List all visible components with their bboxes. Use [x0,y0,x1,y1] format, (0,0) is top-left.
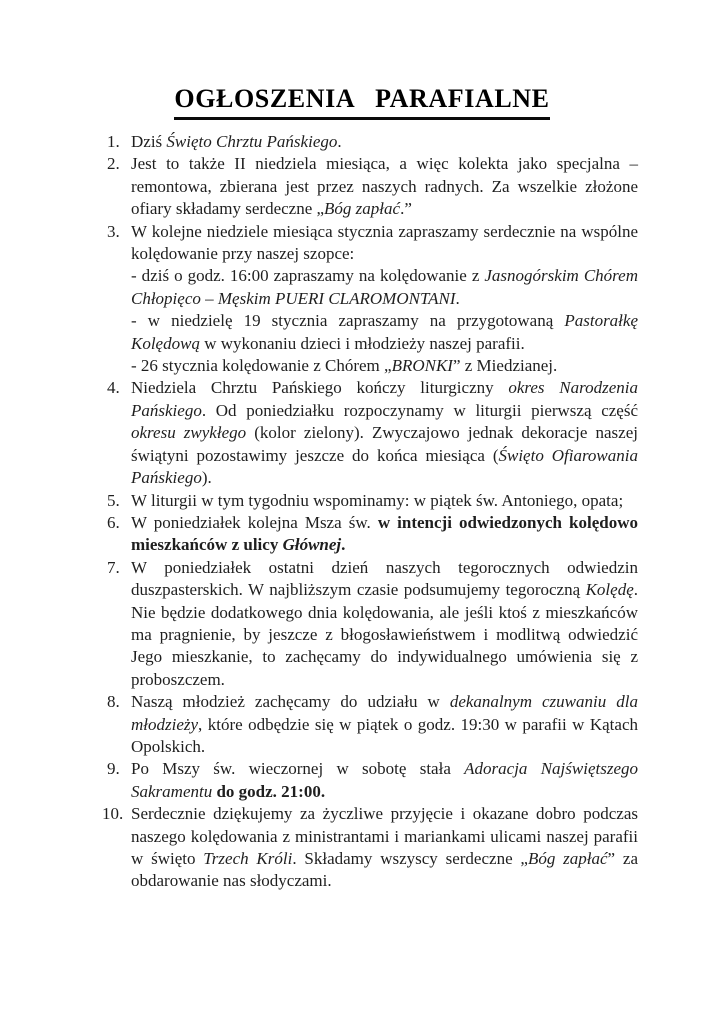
text-run: W kolejne niedziele miesiąca stycznia zapraszamy serdecznie na wspólne kolędowanie przy naszej szopce: [131,221,638,264]
text-run: , które odbędzie się w piątek o godz. 19:30 w parafii w Kątach Opolskich. [131,714,638,756]
item-number: 4. [107,378,120,398]
text-run: Serdecznie dziękujemy za życzliwe przyjęcie i okazane dobro podczas naszego kolędowania z ministrantami i mariankami ulicami naszej parafii w święto [131,804,638,868]
text-run: Naszą młodzież zachęcamy do udziału w [131,692,450,712]
text-run: - 26 stycznia kolędowanie z Chórem „ [131,356,392,376]
text-run: Pastorałkę Kolędową [131,311,638,353]
text-run: Bóg zapłać [324,199,401,219]
text-run: Jasnogórskim Chórem Chłopięco – Męskim PUERI CLAROMONTANI [131,266,638,308]
item-number: 7. [107,557,120,577]
text-run: Święto Chrztu Pańskiego [166,132,338,151]
list-item [100,758,638,803]
text-run: . [341,535,346,555]
text-run: .” [400,199,412,219]
list-item [100,557,638,691]
text-run: w intencji odwiedzonych kolędowo mieszkańców z ulicy [131,512,638,555]
list-item [100,803,638,893]
text-run: . Składamy wszyscy serdeczne „ [292,849,528,868]
text-run: ). [201,468,212,488]
list-item [100,221,638,378]
item-text [131,491,623,510]
item-text [131,154,638,218]
text-run: Dziś [131,132,167,151]
text-run: - dziś o godz. 16:00 zapraszamy na kolędowanie z [131,266,485,286]
item-number: 8. [107,692,120,712]
item-number: 6. [107,512,120,532]
item-text [131,132,342,151]
item-number: 9. [107,759,120,779]
item-number: 2. [107,154,120,174]
text-run: okresu zwykłego [131,423,247,443]
item-number: 3. [107,221,120,241]
text-run: Adoracja Najświętszego Sakramentu [131,759,638,801]
text-run: dekanalnym czuwaniu dla młodzieży [131,692,638,734]
item-number: 10. [102,804,124,824]
text-run: . Od poniedziałku rozpoczynamy w liturgii pierwszą część [201,400,638,420]
item-number: 5. [107,490,120,510]
list-item [100,691,638,758]
text-run: W poniedziałek kolejna Msza św. [131,512,378,532]
text-run: Trzech Króli [203,849,293,868]
list-item [100,153,638,220]
item-number: 1. [107,132,120,151]
text-run: okres Narodzenia Pańskiego [131,378,638,420]
item-text [131,804,638,890]
text-run: . [455,288,460,308]
text-run: . Nie będzie dodatkowego dnia kolędowania, ale jeśli ktoś z mieszkańców ma pragnienie, by jeszcze z błogosławieństwem i modlitwą odwiedzić Jego mieszkanie, to zachęcamy do indywidualnego umówienia się z proboszczem. [131,580,638,689]
item-text [131,759,638,800]
text-run: w wykonaniu dzieci i młodzieży naszej parafii. [199,333,525,353]
text-run: ” z Miedzianej. [452,356,558,376]
text-run: W liturgii w tym tygodniu wspominamy: w piątek św. Antoniego, opata; [131,490,624,510]
text-run: Bóg zapłać [527,849,608,868]
text-run: . [337,132,342,151]
list-item [100,131,638,153]
text-run: W poniedziałek ostatni dzień naszych tegorocznych odwiedzin duszpasterskich. W najbliższym czasie podsumujemy tegoroczną [131,557,638,600]
text-run: do godz. 21:00. [216,781,326,801]
text-run: - w niedzielę 19 stycznia zapraszamy na przygotowaną [131,311,565,331]
item-text [131,558,638,689]
item-text [131,513,638,554]
text-run: (kolor zielony). Zwyczajowo jednak dekoracje naszej świątyni pozostawimy jeszcze do końca miesiąca ( [131,423,638,465]
text-run: Po Mszy św. wieczornej w sobotę stała [131,759,465,779]
item-text [131,222,638,375]
list-item [100,512,638,557]
page-title: OGŁOSZENIA PARAFIALNE [174,84,549,120]
text-run: Jest to także II niedziela miesiąca, a więc kolekta jako specjalna – remontowa, zbierana jest przez naszych radnych. Za wszelkie złożone ofiary składamy serdeczne „ [131,154,638,219]
text-run: Kolędę [585,580,634,600]
text-run: Niedziela Chrztu Pańskiego kończy liturgiczny [131,378,509,398]
title-wrap [0,84,724,120]
text-run: Święto Ofiarowania Pańskiego [131,445,638,488]
item-text [131,378,638,487]
item-text [131,692,638,756]
text-run: BRONKI [391,356,453,376]
text-run: ” za obdarowanie nas słodyczami. [131,849,638,891]
list-item [100,377,638,489]
announcement-list [100,131,638,893]
list-item [100,490,638,512]
text-run: Głównej [282,535,342,555]
